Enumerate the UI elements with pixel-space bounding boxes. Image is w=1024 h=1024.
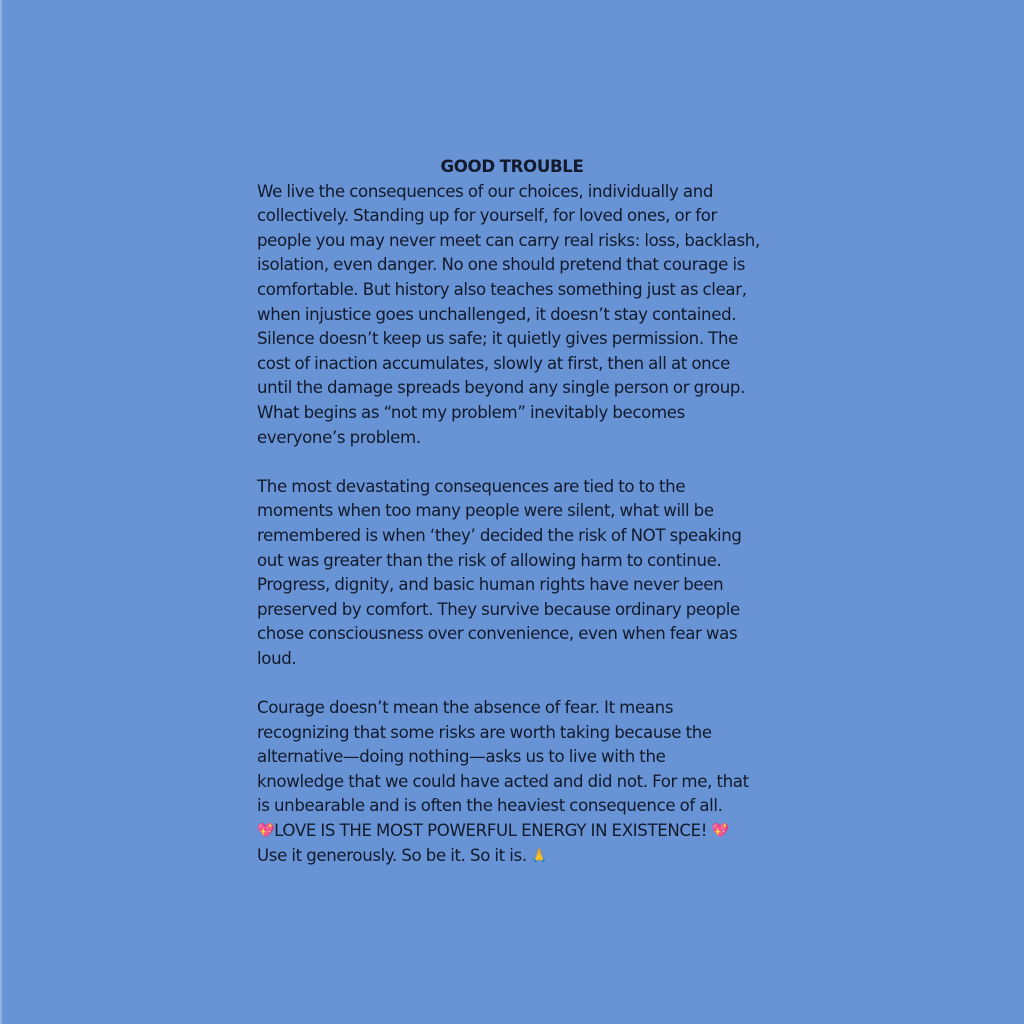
text-line: preserved by comfort. They survive because ordinary people [257, 599, 740, 619]
love-line-text: LOVE IS THE MOST POWERFUL ENERGY IN EXISTENCE! [274, 821, 708, 841]
text-line: collectively. Standing up for yourself, for loved ones, or for [257, 206, 717, 226]
praying-hands-icon: 🙏 [531, 848, 548, 864]
text-line: when injustice goes unchallenged, it doesn’t stay contained. [257, 304, 737, 324]
paragraph-1 [257, 180, 777, 451]
paragraph-3 [257, 696, 777, 868]
text-line: people you may never meet can carry real risks: loss, backlash, [257, 230, 760, 250]
text-line: until the damage spreads beyond any single person or group. [257, 378, 746, 398]
text-line: out was greater than the risk of allowing harm to continue. [257, 550, 722, 570]
document-body [257, 155, 777, 868]
text-line: What begins as “not my problem” inevitably becomes [257, 402, 685, 422]
text-line: remembered is when ‘they’ decided the risk of NOT speaking [257, 525, 742, 545]
paragraph-gap [257, 671, 777, 696]
closing-line-text: Use it generously. So be it. So it is. [257, 845, 527, 865]
text-line: loud. [257, 648, 297, 668]
text-line: Silence doesn’t keep us safe; it quietly gives permission. The [257, 329, 739, 349]
text-line: We live the consequences of our choices, individually and [257, 181, 714, 201]
text-line: Progress, dignity, and basic human rights have never been [257, 575, 724, 595]
love-line [257, 819, 777, 844]
text-line: The most devastating consequences are tied to to the [257, 476, 686, 496]
text-line: isolation, even danger. No one should pretend that courage is [257, 255, 746, 275]
paragraph-2 [257, 475, 777, 672]
text-line: cost of inaction accumulates, slowly at first, then all at once [257, 353, 730, 373]
left-edge-highlight [0, 0, 2, 1024]
paragraph-gap [257, 450, 777, 475]
text-line: knowledge that we could have acted and did not. For me, that [257, 771, 749, 791]
text-line: is unbearable and is often the heaviest consequence of all. [257, 796, 723, 816]
text-line: alternative—doing nothing—asks us to live with the [257, 747, 666, 767]
text-line: Courage doesn’t mean the absence of fear. It means [257, 698, 674, 718]
sparkling-heart-icon: 💖 [711, 823, 729, 840]
text-line: recognizing that some risks are worth taking because the [257, 722, 712, 742]
closing-line [257, 844, 777, 869]
text-line: everyone’s problem. [257, 427, 421, 447]
document-title: GOOD TROUBLE [440, 157, 584, 176]
text-line: chose consciousness over convenience, even when fear was [257, 624, 738, 644]
text-line: moments when too many people were silent, what will be [257, 501, 714, 521]
sparkling-heart-icon: 💖 [257, 823, 275, 840]
text-line: comfortable. But history also teaches something just as clear, [257, 279, 747, 299]
